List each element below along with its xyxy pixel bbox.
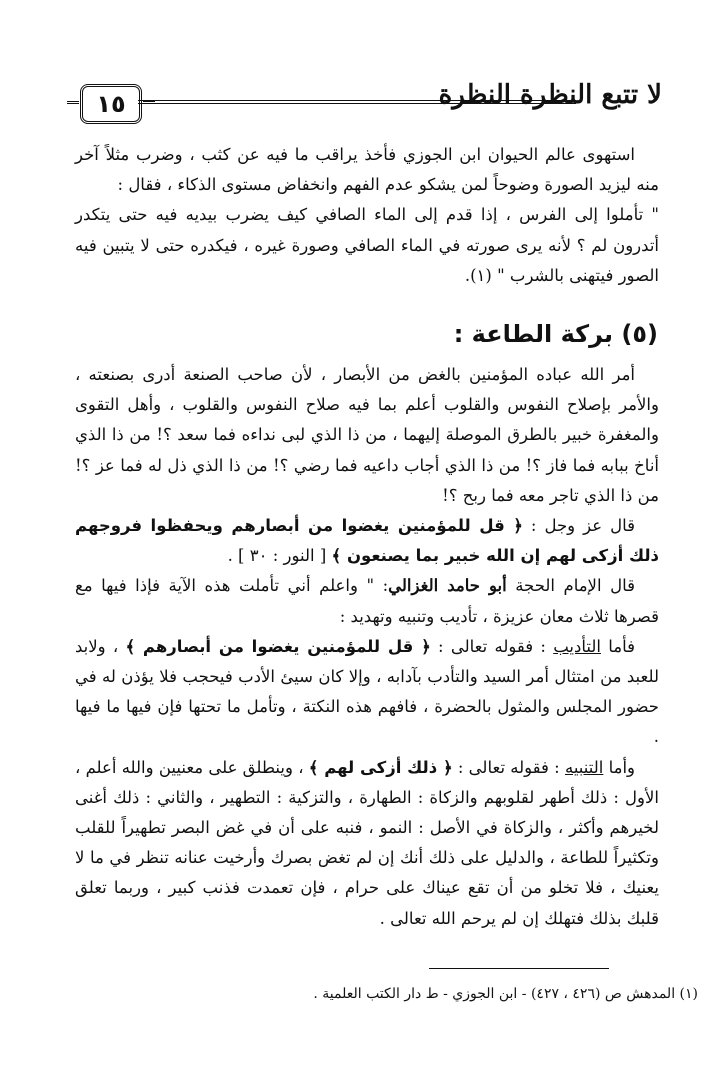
author-name: أبو حامد الغزالي [388,576,507,596]
text-span: : " واعلم أني تأملت هذه الآية فإذا فيها مع قصرها ثلاث معان عزيزة ، تأديب وتنبيه وتهديد : [75,576,659,626]
text-span: : فقوله تعالى : [430,636,554,656]
term-tanbih: التنبيه [564,757,604,777]
paragraph: أمر الله عباده المؤمنين بالغض من الأبصار ، لأن صاحب الصنعة أدرى بصنعته ، والأمر بإصلاح النفوس والقلوب أعلم بما فيه صلاح النفوس والقلوب ، وأهل التقوى والمغفرة خبير بالطرق الموصلة إليهما ، من ذا الذي لبى نداءه فما سعد ؟! من ذا الذي أناخ ببابه فما فاز ؟! من ذا الذي أجاب داعيه فما رضي ؟! من ذا الذي ذل له فما عز ؟! من ذا الذي تاجر معه فما ربح ؟! [75,365,659,505]
quran-verse: ﴿ ذلك أزكى لهم ﴾ [308,757,453,777]
page-number: ١٥ [80,84,142,124]
text-span: : فقوله تعالى : [452,757,565,777]
footnote: (١) المدهش ص (٤٢٦ ، ٤٢٧) - ابن الجوزي - ط دار الكتب العلمية . [313,986,698,1002]
verse-reference: [ النور : ٣٠ ] . [227,546,332,566]
quote-paragraph: " تأملوا إلى الفرس ، إذا قدم إلى الماء الصافي كيف يضرب بيديه فيه حتى يتكدر أتدرون لم ؟ لأنه يرى صورته في الماء الصافي وصورة غيره ، فيكدره حتى لا يتبين فيه الصور فيتهنى بالشرب " (١). [75,205,659,285]
page-header [72,70,662,126]
paragraph [75,571,659,631]
verse-paragraph [75,511,659,571]
paragraph [75,632,659,753]
quran-verse: ﴿ قل للمؤمنين يغضوا من أبصارهم ﴾ [125,636,431,656]
text-span: قال الإمام الحجة [506,576,635,596]
quran-verse: ﴿ قل للمؤمنين يغضوا من أبصارهم ويحفظوا فروجهم ذلك أزكى لهم إن الله خبير بما يصنعون ﴾ [75,516,659,566]
text-span: ، ولابد للعبد من امتثال أمر السيد والتأدب بآدابه ، وإلا كان سيئ الأدب فيحجب فلا يؤذن له في حضور المجلس والمثول بالحضرة ، فافهم هذه النكتة ، وتأمل ما تحتها فإن فيها ما فيها . [75,636,659,747]
paragraph [75,753,659,934]
text-span: وأما [603,757,636,777]
section-heading: (٥) بركة الطاعة : [453,320,658,348]
verse-intro: قال عز وجل : [522,516,635,536]
text-block-section [75,360,659,934]
term-tadib: التأديب [553,636,601,656]
text-span: ، وينطلق على معنيين والله أعلم ، الأول : ذلك أطهر لقلوبهم والزكاة : الطهارة ، والتزكية : التطهير ، والثاني : ذلك أغنى لخيرهم وأكثر ، والزكاة في الأصل : النمو ، فنبه على أن في غض البصر تطهيراً للقلب وتكثيراً للطاعة ، والدليل على ذلك أنك إن لم تغض بصرك وأرخيت عنانه تنظر في ما لا يعنيك ، فلا تخلو من أن تقع عيناك على حرام ، فإن تعمدت فذنب كبير ، وربما تعلق قلبك بذلك فتهلك إن لم يرحم الله تعالى . [75,757,659,928]
running-title: لا تتبع النظرة النظرة [438,80,662,110]
footnote-rule [429,968,609,969]
text-block-opening [75,140,659,291]
text-span: فأما [600,636,635,656]
paragraph: استهوى عالم الحيوان ابن الجوزي فأخذ يراقب ما فيه عن كثب ، وضرب مثلاً آخر منه ليزيد الصورة وضوحاً لمن يشكو عدم الفهم وانخفاض مستوى الذكاء ، فقال : [75,145,659,195]
